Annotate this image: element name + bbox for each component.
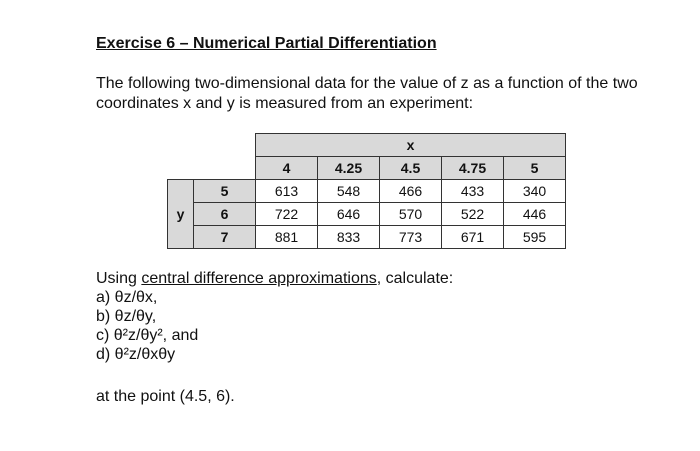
exercise-title: Exercise 6 – Numerical Partial Differentiation [96, 35, 437, 52]
y-value: 6 [194, 203, 256, 226]
table-cell: 570 [380, 203, 442, 226]
question-item-a: a) θz/θx, [96, 289, 158, 306]
question-item-b: b) θz/θy, [96, 308, 157, 325]
prompt-prefix: Using [96, 270, 142, 287]
x-value: 4.5 [380, 157, 442, 180]
closing-line: at the point (4.5, 6). [96, 388, 235, 405]
table-cell: 446 [504, 203, 566, 226]
question-item-d: d) θ²z/θxθy [96, 346, 176, 363]
table-cell: 548 [318, 180, 380, 203]
x-value: 4.75 [442, 157, 504, 180]
table-cell: 646 [318, 203, 380, 226]
y-axis-label: y [168, 180, 194, 249]
table-cell: 613 [256, 180, 318, 203]
question-block [96, 269, 453, 364]
table-cell: 773 [380, 226, 442, 249]
intro-line-2: coordinates x and y is measured from an experiment: [96, 95, 474, 112]
prompt-emphasis: central difference approximations [141, 270, 377, 287]
question-prompt [96, 269, 453, 288]
table-cell: 340 [504, 180, 566, 203]
x-values-row [168, 157, 566, 180]
table-cell: 466 [380, 180, 442, 203]
x-label-row [168, 134, 566, 157]
table-cell: 671 [442, 226, 504, 249]
table-row [168, 203, 566, 226]
data-table [167, 133, 566, 249]
x-axis-label: x [256, 134, 566, 157]
table-cell: 522 [442, 203, 504, 226]
y-value: 5 [194, 180, 256, 203]
prompt-suffix: , calculate: [376, 270, 454, 287]
table-row [168, 226, 566, 249]
table-row [168, 180, 566, 203]
intro-paragraph [96, 74, 686, 114]
x-value: 4.25 [318, 157, 380, 180]
table-cell: 433 [442, 180, 504, 203]
x-value: 5 [504, 157, 566, 180]
intro-line-1: The following two-dimensional data for the value of z as a function of the two [96, 75, 638, 92]
question-item-c: c) θ²z/θy², and [96, 327, 199, 344]
y-value: 7 [194, 226, 256, 249]
table-cell: 833 [318, 226, 380, 249]
x-value: 4 [256, 157, 318, 180]
table-cell: 722 [256, 203, 318, 226]
table-cell: 595 [504, 226, 566, 249]
table-cell: 881 [256, 226, 318, 249]
